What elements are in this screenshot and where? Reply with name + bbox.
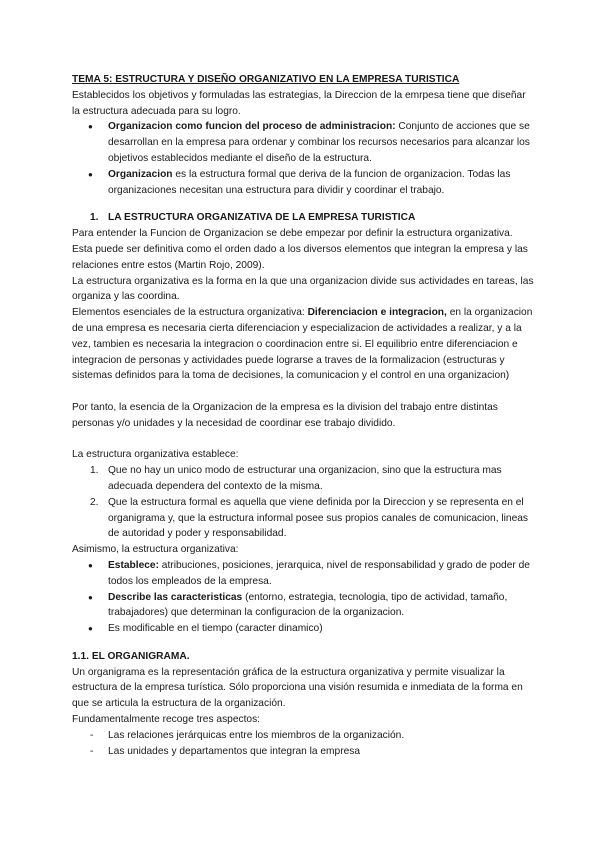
list-item [72, 495, 534, 542]
document-title: TEMA 5: ESTRUCTURA Y DISEÑO ORGANIZATIVO EN LA EMPRESA TURISTICA [72, 74, 460, 85]
list-item: - Las unidades y departamentos que integran la empresa [72, 744, 534, 760]
list-item [72, 621, 534, 637]
list-text: Que no hay un unico modo de estructurar una organizacion, sino que la estructura mas adecuada dependera del contexto de la misma. [108, 465, 502, 492]
paragraph-text: Elementos esenciales de la estructura organizativa: [72, 307, 308, 319]
asimismo-bullet-list [72, 558, 534, 637]
list-item [72, 167, 534, 199]
paragraph: Un organigrama es la representación gráfica de la estructura organizativa y permite visualizar la estructura de la empresa turística. Sólo proporciona una visión resumida e inmediata de la forma en que se articula la estructura de la organización. [72, 666, 523, 710]
list-number: 1. [90, 465, 99, 477]
bullet-text: Es modificable en el tiempo (caracter dinamico) [108, 623, 323, 635]
bullet-bold: Establece: [108, 559, 159, 571]
list-text: Que la estructura formal es aquella que viene definida por la Direccion y se representa en el organigrama y, que la estructura informal posee sus propios canales de comunicacion, lineas de autoridad y poder y responsabilidad. [108, 496, 528, 540]
intro-paragraph: Establecidos los objetivos y formuladas las estrategias, la Direccion de la emrpesa tiene que diseñar la estructura adecuada para su logro. [72, 89, 526, 117]
list-item [72, 119, 534, 166]
section-1-1-heading: 1.1. EL ORGANIGRAMA. [72, 650, 190, 662]
dash-list [72, 728, 534, 760]
paragraph: La estructura organizativa establece: [72, 449, 239, 461]
section-number: 1. [90, 212, 99, 224]
bullet-text: atribuciones, posiciones, jerarquica, nivel de responsabilidad y grado de poder de todos los empleados de la empresa. [108, 559, 530, 587]
list-item [72, 590, 534, 622]
list-item: - Las relaciones jerárquicas entre los miembros de la organización. [72, 728, 534, 744]
paragraph-text: en la organizacion de una empresa es necesaria cierta diferenciacion y especializacion de actividades a realizar, y a la vez, tambien es necesaria la integracion o coordinacion entre si. El equilibrio entre diferenciacion e integracion de personas y actividades puede lograrse a traves de la formalizacion (estructuras y sistemas definidos para la toma de decisiones, la comunicacion y el control en una organizacion) [72, 307, 533, 382]
paragraph [72, 305, 534, 384]
paragraph: Asimismo, la estructura organizativa: [72, 544, 239, 556]
list-item [72, 558, 534, 590]
bullet-bold: Describe las caracteristicas [108, 591, 243, 603]
section-title: LA ESTRUCTURA ORGANIZATIVA DE LA EMPRESA TURISTICA [108, 212, 416, 224]
bullet-bold: Organizacion como funcion del proceso de administracion: [108, 121, 396, 133]
numbered-list [72, 463, 534, 542]
bullet-bold: Organizacion [108, 168, 173, 180]
paragraph: La estructura organizativa es la forma en la que una organizacion divide sus actividades en tareas, las organiza y las coordina. [72, 275, 534, 303]
section-1-heading [72, 210, 534, 226]
bullet-text: Conjunto de acciones que se desarrollan en la empresa para ordenar y combinar los recursos necesarios para alcanzar los objetivos establecidos mediante el diseño de la estructura. [108, 121, 530, 164]
list-number: 2. [90, 496, 99, 508]
paragraph: Por tanto, la esencia de la Organizacion de la empresa es la division del trabajo entre distintas personas y/o unidades y la necesidad de coordinar ese trabajo dividido. [72, 401, 498, 429]
paragraph: Fundamentalmente recoge tres aspectos: [72, 714, 261, 726]
bullet-text: es la estructura formal que deriva de la funcion de organizacion. Todas las organizaciones necesitan una estructura para dividir y coordinar el trabajo. [108, 168, 511, 196]
paragraph-bold: Diferenciacion e integracion, [307, 307, 447, 319]
document-page [72, 72, 534, 759]
bullet-text: (entorno, estrategia, tecnologia, tipo de actividad, tamaño, trabajadores) que determinan la configuracion de la organizacion. [108, 591, 508, 619]
intro-bullet-list [72, 119, 534, 198]
list-item [72, 463, 534, 495]
paragraph: Para entender la Funcion de Organizacion se debe empezar por definir la estructura organizativa. Esta puede ser definitiva como el orden dado a los diversos elementos que integran la empresa y las relaciones entre estos (Martin Rojo, 2009). [72, 228, 528, 271]
